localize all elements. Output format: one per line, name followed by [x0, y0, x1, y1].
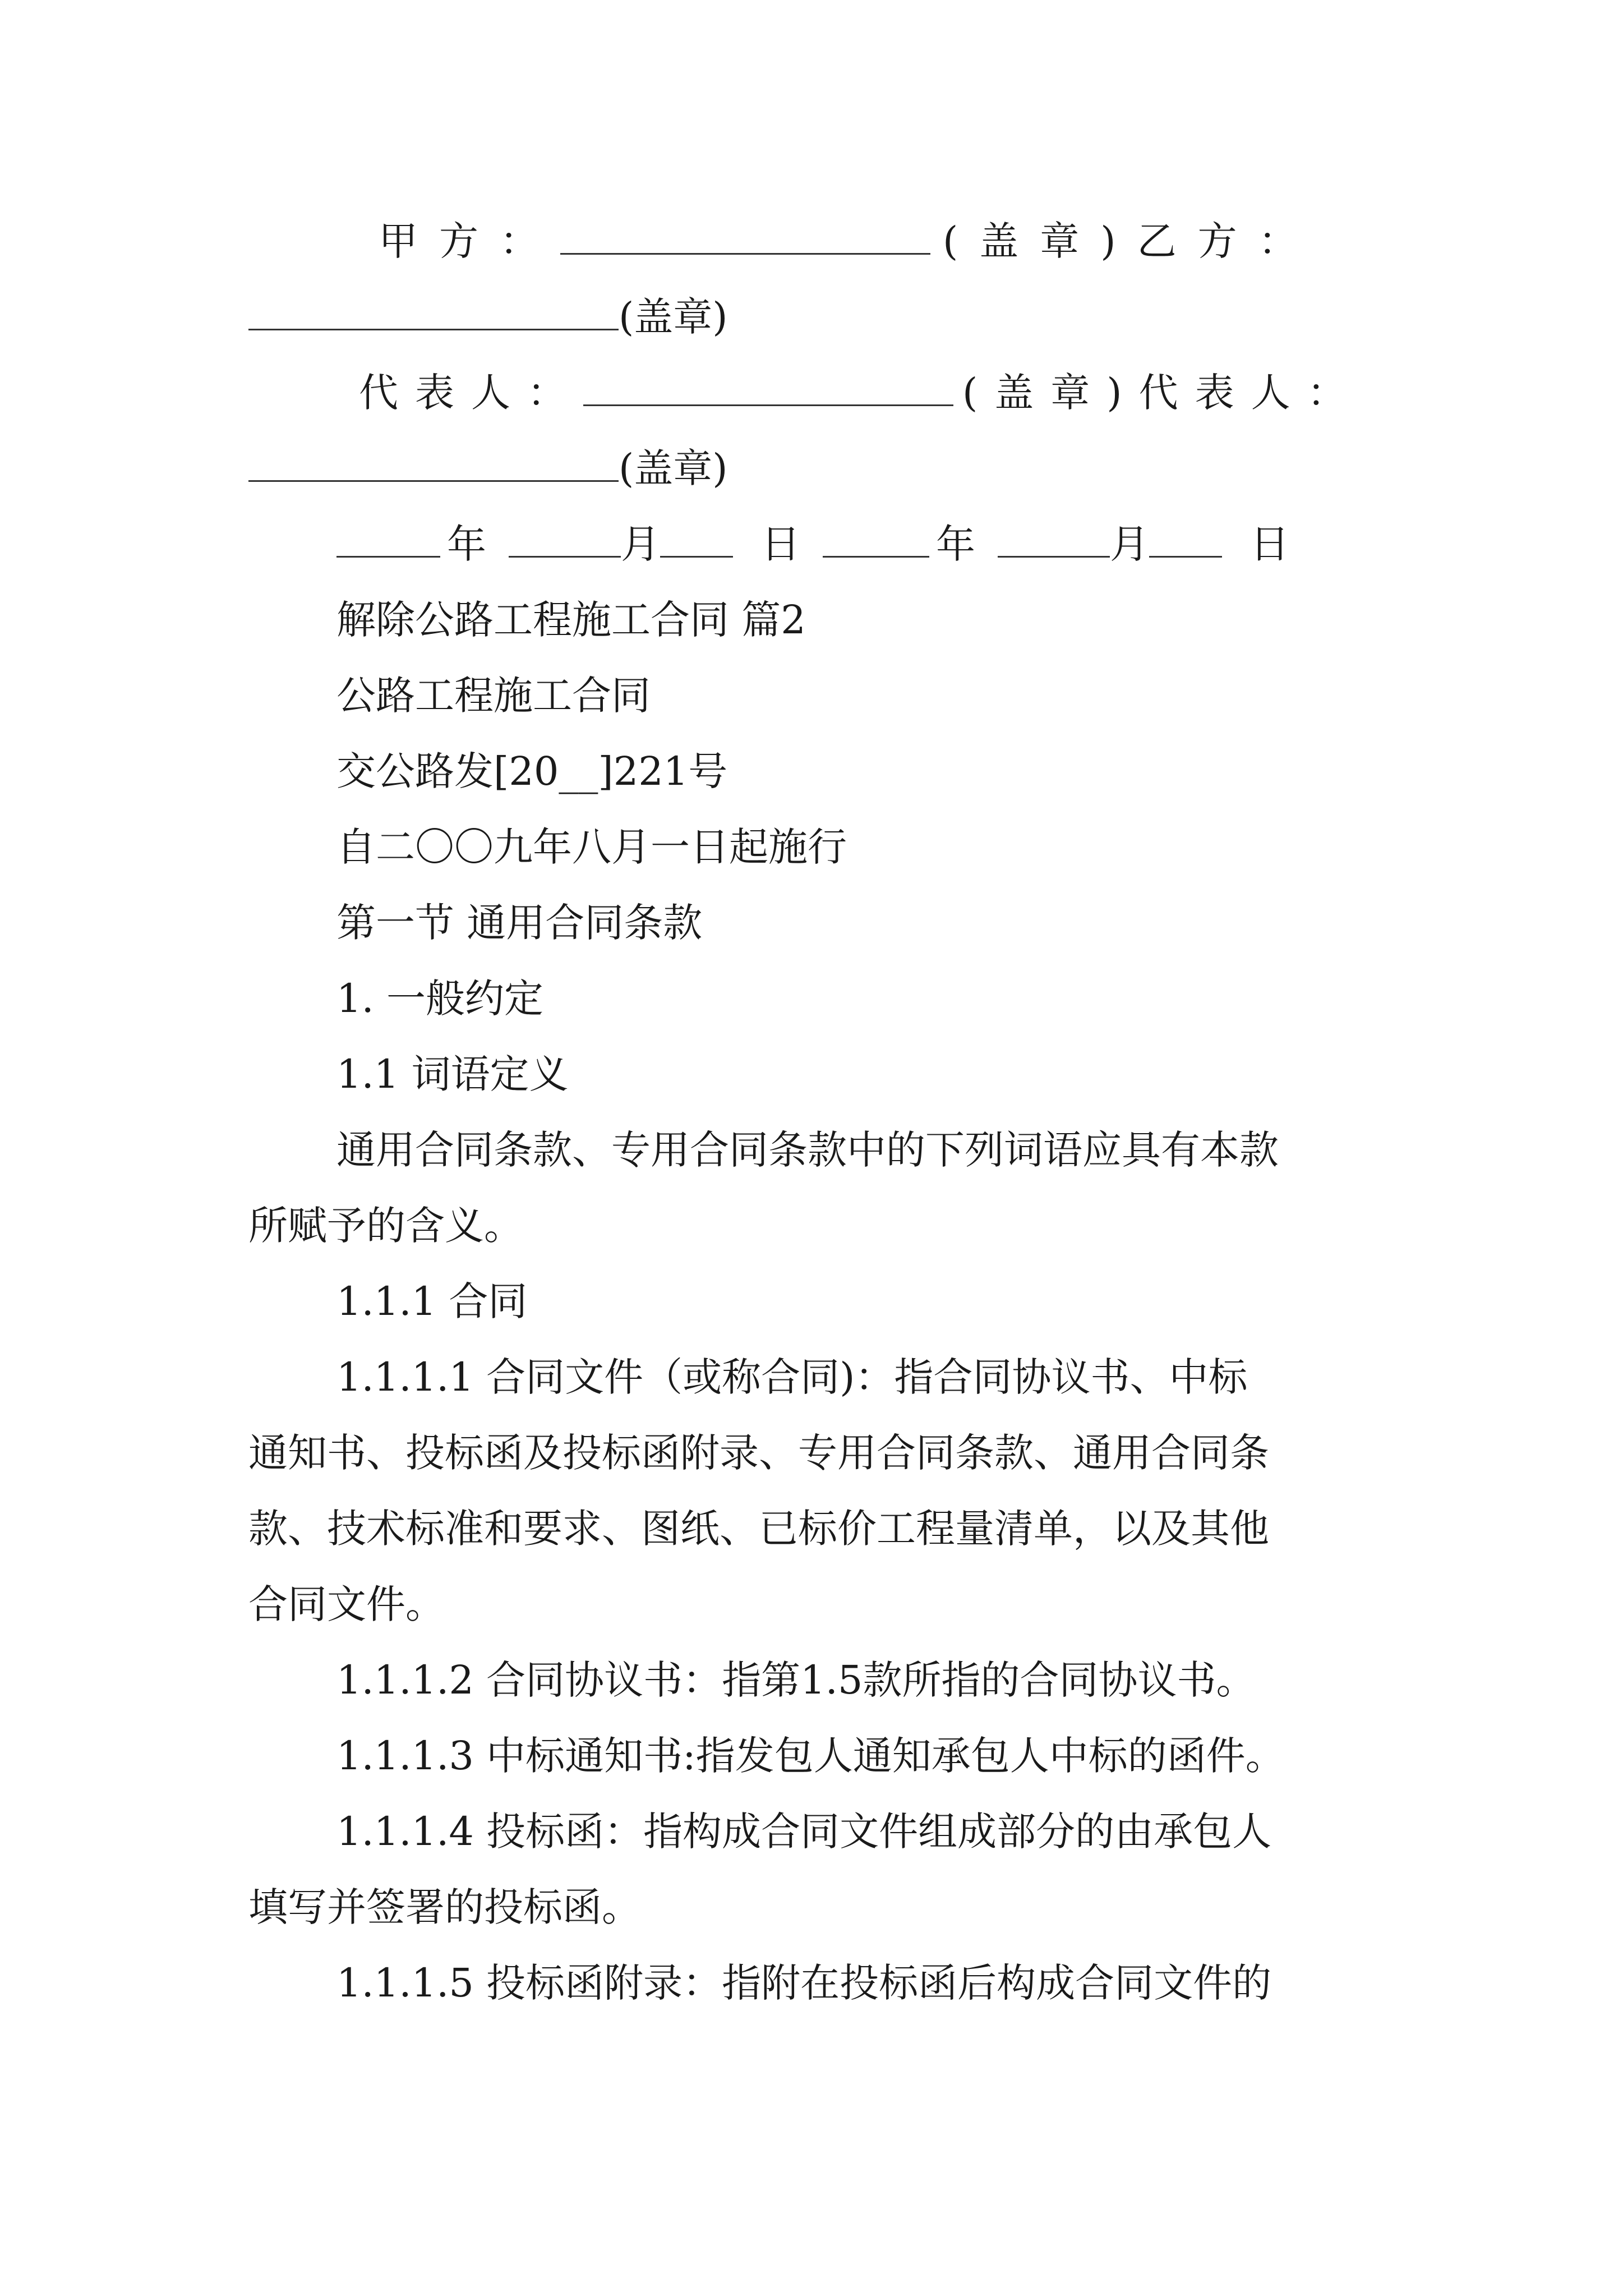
rep-a-blank [583, 370, 953, 406]
clause-1-1-1-1-line-3: 款、技术标准和要求、图纸、已标价工程量清单，以及其他 [248, 1506, 1269, 1552]
day-a-blank [660, 521, 733, 558]
clause-1-1-1: 1.1.1 合同 [336, 1278, 528, 1324]
party-a-blank [560, 218, 930, 255]
clause-1-1-1-1-line-1: 1.1.1.1 合同文件（或称合同)：指合同协议书、中标 [336, 1354, 1248, 1400]
contract-title: 公路工程施工合同 [336, 673, 651, 719]
year-a-blank [336, 521, 440, 558]
date-line [336, 519, 1289, 569]
year-b: 年 [936, 521, 975, 567]
party-b-seal: (盖章) [619, 294, 728, 340]
clause-1-1-1-4-line-1: 1.1.1.4 投标函：指构成合同文件组成部分的由承包人 [336, 1809, 1272, 1855]
document-heading: 解除公路工程施工合同 篇2 [336, 597, 806, 643]
document-number: 交公路发[20__]221号 [336, 748, 728, 794]
rep-a-label: 代表人： [359, 370, 583, 416]
clause-1-1-1-5: 1.1.1.5 投标函附录：指附在投标函后构成合同文件的 [336, 1960, 1272, 2006]
day-a: 日 [761, 521, 800, 567]
month-a-blank [509, 521, 621, 558]
year-a: 年 [447, 521, 486, 567]
rep-b-blank [248, 445, 619, 482]
party-b-label: 乙方： [1137, 218, 1319, 264]
section-title: 第一节 通用合同条款 [336, 900, 703, 946]
year-b-blank [823, 521, 929, 558]
effective-date: 自二〇〇九年八月一日起施行 [336, 824, 847, 870]
clause-1: 1. 一般约定 [336, 976, 544, 1022]
party-a-label: 甲方： [379, 218, 560, 264]
definition-paragraph-line-2: 所赋予的含义。 [248, 1203, 523, 1249]
clause-1-1-1-1-line-4: 合同文件。 [248, 1581, 445, 1627]
clause-1-1-1-1-line-2: 通知书、投标函及投标函附录、专用合同条款、通用合同条 [248, 1430, 1269, 1476]
clause-1-1-1-4-line-2: 填写并签署的投标函。 [248, 1884, 641, 1930]
clause-1-1-1-3: 1.1.1.3 中标通知书:指发包人通知承包人中标的函件。 [336, 1733, 1285, 1779]
clause-1-1: 1.1 词语定义 [336, 1051, 569, 1097]
month-b: 月 [1110, 521, 1149, 567]
definition-paragraph-line-1: 通用合同条款、专用合同条款中的下列词语应具有本款 [336, 1127, 1279, 1173]
party-a-seal: (盖章) [943, 218, 1137, 264]
month-a: 月 [621, 521, 660, 567]
rep-b-label: 代表人： [1138, 370, 1363, 416]
party-b-blank [248, 294, 619, 330]
rep-b-line [248, 443, 728, 494]
rep-a-seal: (盖章) [962, 370, 1139, 416]
day-b-blank [1149, 521, 1222, 558]
clause-1-1-1-2: 1.1.1.2 合同协议书：指第1.5款所指的合同协议书。 [336, 1657, 1256, 1703]
rep-b-seal: (盖章) [619, 445, 728, 491]
party-b-line [248, 292, 728, 342]
month-b-blank [998, 521, 1110, 558]
day-b: 日 [1250, 521, 1289, 567]
representative-line [359, 367, 1363, 418]
party-a-line [379, 216, 1319, 266]
